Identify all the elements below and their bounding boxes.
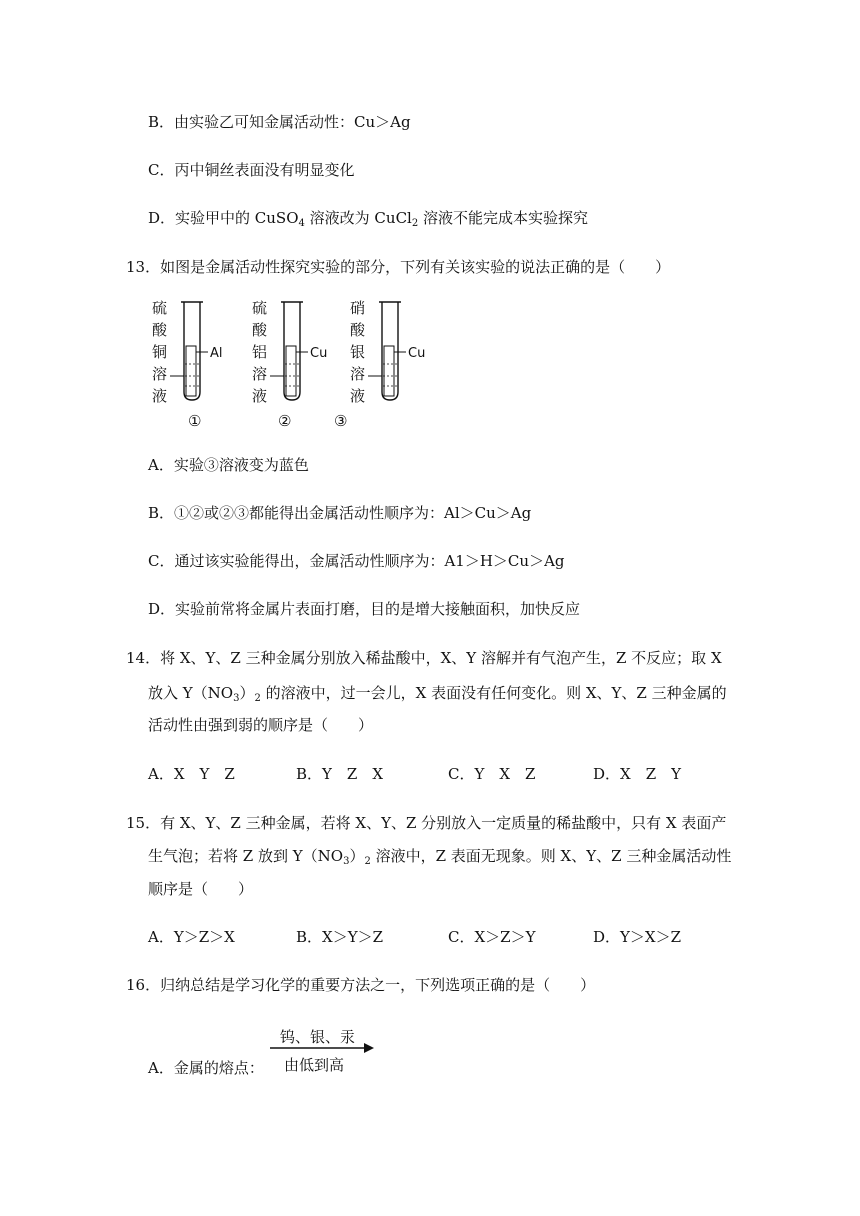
subscript: 2 [254,693,261,704]
tube-3-label-char: 液 [350,387,366,405]
tube-3-label-char: 银 [350,343,366,361]
q15-option-a: A．Y＞Z＞X [148,928,235,946]
tube-1-label-char: 硫 [152,299,168,317]
q14-option-a: A．X Y Z [148,765,235,783]
q12-option-d-text: D．实验甲中的 CuSO [148,209,299,227]
tube-3-number: ③ [334,412,348,430]
q13-option-b: B．①②或②③都能得出金属活动性顺序为：Al＞Cu＞Ag [148,504,532,522]
test-tube-1 [152,299,223,430]
q14-option-d: D．X Z Y [593,765,682,783]
q14-stem-line-1: 14．将 X、Y、Z 三种金属分别放入稀盐酸中，X、Y 溶解并有气泡产生，Z 不反应；取 X [126,649,722,667]
q12-option-d-text: 溶液改为 CuCl [304,209,412,227]
subscript: 3 [233,693,240,704]
tube-2-number: ② [278,412,292,430]
arrow-top-text: 钨、银、汞 [280,1028,356,1046]
tube-2-label-char: 铝 [252,343,268,361]
q13-option-d: D．实验前常将金属片表面打磨，目的是增大接触面积，加快反应 [148,600,581,618]
tube-2-label-char: 酸 [252,321,268,339]
arrow-head-icon [364,1043,374,1053]
test-tube-figure [148,296,448,432]
tube-2-label-char: 硫 [252,299,268,317]
q15-stem-text: ） [349,847,365,865]
q14-stem-line-2 [148,683,727,703]
melting-point-arrow-figure [268,1026,378,1078]
tube-1-label-char: 液 [152,387,168,405]
tube-1-metal-label: Al [210,346,223,361]
tube-3-label-char: 硝 [350,299,366,317]
tube-2-label-char: 溶 [252,365,268,383]
q14-stem-text: 放入 Y（NO [148,684,234,702]
subscript: 2 [411,218,419,229]
arrow-bottom-text: 由低到高 [284,1056,345,1074]
tube-3-label-char: 酸 [350,321,366,339]
q12-option-c: C．丙中铜丝表面没有明显变化 [148,161,355,179]
q14-stem-line-3: 活动性由强到弱的顺序是（ ） [148,716,374,734]
q12-option-d-text: 溶液不能完成本实验探究 [418,209,588,227]
q12-option-d [148,208,588,228]
q14-option-b: B．Y Z X [296,765,384,783]
tube-1-label-char: 溶 [152,365,168,383]
tube-1-label-char: 铜 [152,343,168,361]
tube-3-metal-label: Cu [408,346,426,361]
q15-stem-line-1: 15．有 X、Y、Z 三种金属，若将 X、Y、Z 分别放入一定质量的稀盐酸中，只有 X 表面产 [126,814,727,832]
subscript: 2 [364,856,371,867]
q14-stem-text: ） [239,684,255,702]
q14-stem-text: 的溶液中，过一会儿，X 表面没有任何变化。则 X、Y、Z 三种金属的 [260,684,727,702]
q15-stem-line-2 [148,846,731,866]
q15-option-b: B．X＞Y＞Z [296,928,384,946]
subscript: 3 [343,856,350,867]
tube-3-label-char: 溶 [350,365,366,383]
q15-option-d: D．Y＞X＞Z [593,928,682,946]
q16-stem: 16．归纳总结是学习化学的重要方法之一，下列选项正确的是（ ） [126,976,596,994]
q13-option-c: C．通过该实验能得出，金属活动性顺序为：A1＞H＞Cu＞Ag [148,552,565,570]
q15-stem-text: 溶液中，Z 表面无现象。则 X、Y、Z 三种金属活动性 [370,847,732,865]
q16-option-a-label: A．金属的熔点： [148,1059,264,1077]
q13-stem: 13．如图是金属活动性探究实验的部分，下列有关该实验的说法正确的是（ ） [126,258,671,276]
test-tube-3 [334,299,425,430]
tube-2-label-char: 液 [252,387,268,405]
q12-option-b: B．由实验乙可知金属活动性：Cu＞Ag [148,113,411,131]
subscript: 4 [298,218,305,229]
q15-option-c: C．X＞Z＞Y [448,928,536,946]
tube-2-metal-label: Cu [310,346,328,361]
q15-stem-line-3: 顺序是（ ） [148,880,254,898]
q14-option-c: C．Y X Z [448,765,536,783]
tube-1-number: ① [188,412,202,430]
q15-stem-text: 生气泡；若将 Z 放到 Y（NO [148,847,344,865]
tube-1-label-char: 酸 [152,321,168,339]
test-tube-2 [252,299,327,430]
q13-option-a: A．实验③溶液变为蓝色 [148,456,309,474]
